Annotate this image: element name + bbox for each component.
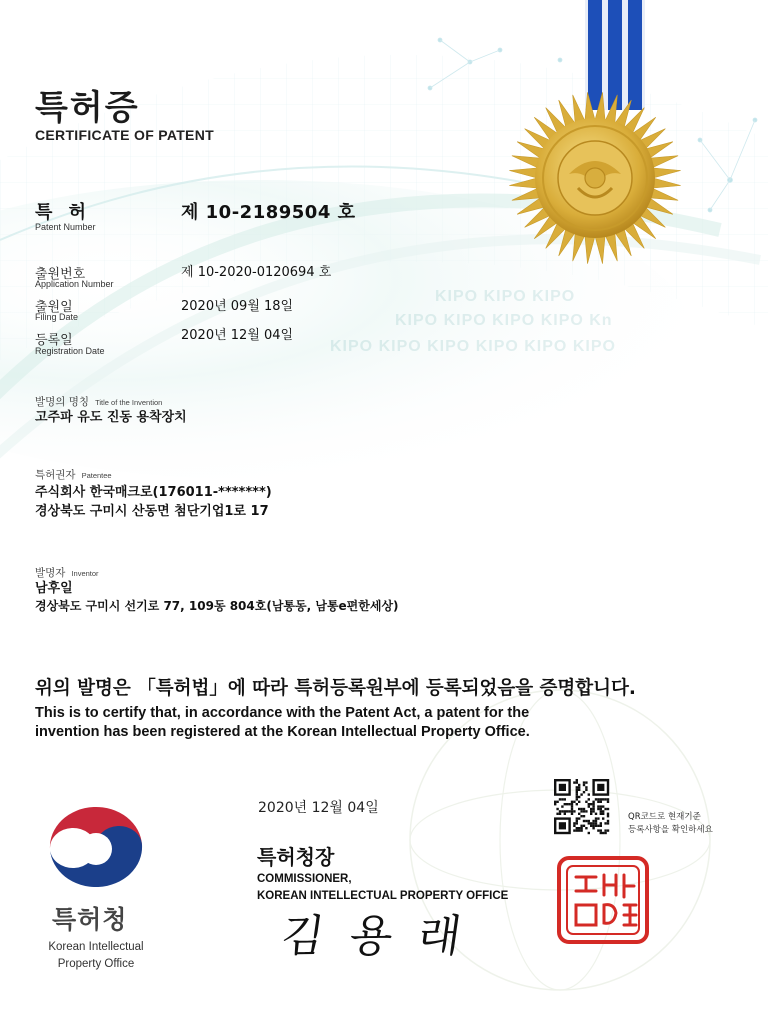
registration-date-label-en: Registration Date bbox=[35, 346, 105, 356]
invention-title-value: 고주파 유도 진동 용착장치 bbox=[35, 410, 187, 425]
commissioner-title-en-line-2: KOREAN INTELLECTUAL PROPERTY OFFICE bbox=[257, 890, 509, 902]
kipo-logo-text-en-line-2: Property Office bbox=[57, 958, 135, 970]
registration-date-value: 2020년 12월 04일 bbox=[181, 328, 294, 343]
invention-label-kr: 발명의 명칭 bbox=[35, 396, 90, 408]
patent-number-label-kr: 특 허 bbox=[35, 202, 92, 223]
certificate-title-kr: 특허증 bbox=[35, 88, 140, 128]
filing-date-label-en: Filing Date bbox=[35, 312, 79, 322]
certification-statement-kr: 위의 발명은 「특허법」에 따라 특허등록원부에 등록되었음을 증명합니다. bbox=[35, 678, 636, 699]
invention-label-en: Title of the Invention bbox=[95, 398, 163, 407]
qr-caption-line-2: 등록사항을 확인하세요 bbox=[628, 825, 713, 835]
kipo-logo-text-en-line-1: Korean Intellectual bbox=[48, 941, 144, 953]
qr-code[interactable] bbox=[554, 779, 620, 835]
kipo-taegeuk-logo bbox=[44, 805, 148, 887]
patentee-name: 주식회사 한국매크로(176011-*******) bbox=[35, 485, 272, 500]
application-number-label-en: Application Number bbox=[35, 279, 114, 289]
inventor-name: 남후일 bbox=[35, 581, 73, 596]
patentee-address: 경상북도 구미시 산동면 첨단기업1로 17 bbox=[35, 504, 269, 519]
certification-statement-en-line-2: invention has been registered at the Korean Intellectual Property Office. bbox=[35, 724, 530, 740]
watermark-line-1: KIPO KIPO KIPO bbox=[435, 288, 576, 305]
inventor-label-en: Inventor bbox=[71, 569, 99, 578]
gold-seal bbox=[505, 88, 685, 268]
application-number-label-kr: 출원번호 bbox=[35, 267, 86, 282]
patent-number-value: 제 10-2189504 호 bbox=[181, 202, 356, 223]
certificate-title-en: CERTIFICATE OF PATENT bbox=[35, 127, 214, 143]
patentee-section-label bbox=[35, 463, 112, 482]
official-red-stamp bbox=[556, 855, 652, 947]
kipo-logo-text-kr: 특허청 bbox=[52, 905, 128, 934]
commissioner-title-kr: 특허청장 bbox=[257, 845, 335, 869]
inventor-label-kr: 발명자 bbox=[35, 567, 66, 579]
issue-date: 2020년 12월 04일 bbox=[258, 800, 379, 816]
patent-number-label-en: Patent Number bbox=[35, 222, 96, 232]
qr-caption-line-1: QR코드로 현재기준 bbox=[628, 812, 701, 822]
filing-date-value: 2020년 09월 18일 bbox=[181, 299, 294, 314]
certification-statement-en-line-1: This is to certify that, in accordance with the Patent Act, a patent for the bbox=[35, 705, 530, 721]
watermark-line-3: KIPO KIPO KIPO KIPO KIPO KIPO bbox=[330, 338, 616, 355]
registration-date-label-kr: 등록일 bbox=[35, 333, 73, 348]
application-number-value: 제 10-2020-0120694 호 bbox=[181, 265, 332, 280]
filing-date-label-kr: 출원일 bbox=[35, 300, 73, 315]
watermark-line-2: KIPO KIPO KIPO KIPO Kn bbox=[395, 312, 613, 329]
commissioner-signature: 김 용 래 bbox=[277, 911, 471, 962]
patentee-label-kr: 특허권자 bbox=[35, 469, 76, 481]
inventor-address: 경상북도 구미시 선기로 77, 109동 804호(남통동, 남통e편한세상) bbox=[35, 599, 399, 613]
patentee-label-en: Patentee bbox=[81, 471, 112, 480]
commissioner-title-en-line-1: COMMISSIONER, bbox=[257, 873, 352, 885]
